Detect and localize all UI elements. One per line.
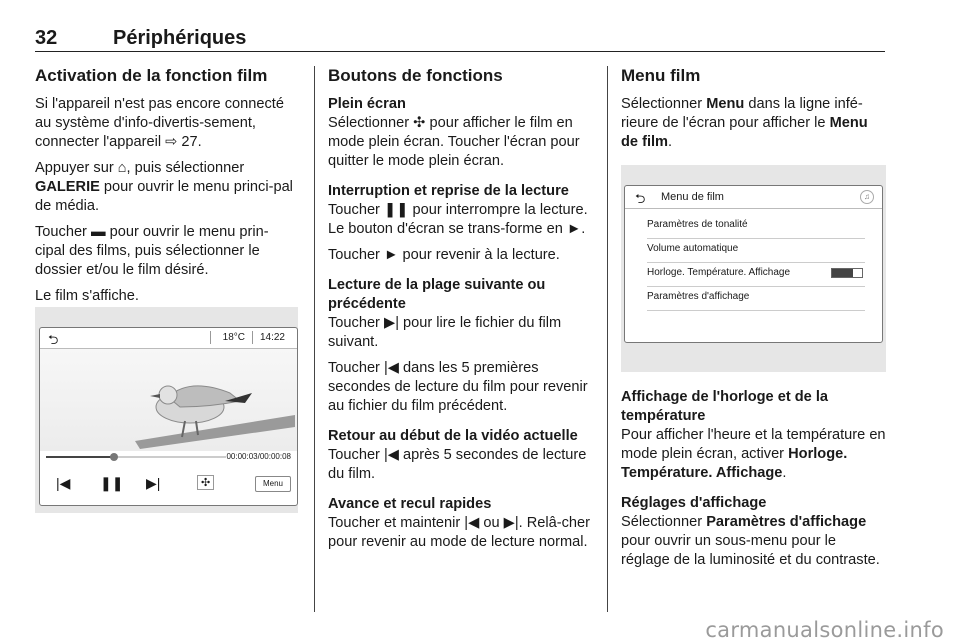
menu-item-clock-temperature[interactable]	[647, 262, 865, 287]
paragraph: Sélectionner Menu dans la ligne infé-rieure de l'écran pour afficher le Menu de film.	[621, 96, 868, 150]
menu-label: Menu	[706, 96, 745, 112]
chapter-title: Périphériques	[113, 27, 247, 49]
option-label: Horloge. Température. Affichage	[621, 446, 848, 481]
toggle-switch[interactable]	[831, 268, 863, 278]
subheading: Affichage de l'horloge et de la température	[621, 389, 829, 424]
section-restart	[328, 427, 592, 484]
column-movie-menu-lower	[621, 388, 887, 581]
music-note-icon: ♫	[860, 190, 874, 204]
divider	[210, 331, 211, 344]
section-next-previous	[328, 276, 592, 416]
column-movie-menu	[621, 66, 887, 159]
progress-knob[interactable]	[110, 453, 118, 461]
column-divider	[607, 66, 608, 612]
paragraph: Si l'appareil n'est pas encore connecté au système d'info-divertis-sement, connecter l'appareil ⇨ 27.	[35, 96, 284, 150]
option-label: Paramètres d'affichage	[706, 514, 867, 530]
divider	[252, 331, 253, 344]
paragraph: Toucher ▶| pour lire le fichier du film suivant.	[328, 315, 562, 350]
menu-frame	[624, 185, 883, 343]
menu-item-auto-volume[interactable]: Volume automatique	[647, 238, 865, 263]
section-heading: Boutons de fonctions	[328, 66, 503, 85]
column-function-buttons	[328, 66, 592, 563]
timecode: 00:00:03/00:00:08	[226, 452, 291, 461]
movie-player-screenshot	[35, 307, 298, 513]
section-heading: Activation de la fonction film	[35, 66, 268, 85]
subheading: Retour au début de la vidéo actuelle	[328, 428, 578, 444]
section-pause-resume	[328, 182, 592, 265]
paragraph: Toucher ❚❚ pour interrompre la lecture. Le bouton d'écran se trans-forme en ►.	[328, 202, 588, 237]
paragraph: Sélectionner ✣ pour afficher le film en mode plein écran. Toucher l'écran pour quitter le mode plein écran.	[328, 115, 580, 169]
progress-fill	[46, 456, 114, 458]
menu-title: Menu de film	[661, 191, 724, 203]
temperature: 18°C	[222, 332, 245, 343]
menu-top-bar	[625, 186, 882, 209]
player-top-bar	[40, 328, 297, 349]
section-clock-display	[621, 388, 887, 483]
next-icon[interactable]: ▶|	[146, 475, 161, 491]
section-heading: Menu film	[621, 66, 701, 85]
paragraph: Sélectionner Paramètres d'affichage pour ouvrir un sous-menu pour le réglage de la luminosité et du contraste.	[621, 514, 880, 568]
menu-item-label: Horloge. Température. Affichage	[647, 267, 791, 278]
movie-menu-label: Menu de film	[621, 115, 868, 150]
progress-track	[46, 456, 226, 458]
previous-icon[interactable]: |◀	[56, 475, 71, 491]
paragraph: Pour afficher l'heure et la température en mode plein écran, activer Horloge. Température. Affichage.	[621, 427, 886, 481]
subheading: Plein écran	[328, 96, 406, 112]
page-header	[35, 27, 885, 52]
column-divider	[314, 66, 315, 612]
paragraph: Le film s'affiche.	[35, 288, 139, 304]
column-activation	[35, 66, 297, 313]
watermark: carmanualsonline.info	[705, 618, 944, 642]
player-frame	[39, 327, 298, 506]
subheading: Réglages d'affichage	[621, 495, 767, 511]
back-arrow-icon[interactable]: ⮌	[635, 191, 646, 206]
movie-menu-screenshot	[621, 165, 886, 372]
section-fast-forward	[328, 495, 592, 552]
galerie-label: GALERIE	[35, 179, 100, 195]
subheading: Lecture de la plage suivante ou précédente	[328, 277, 546, 312]
player-controls	[40, 465, 297, 505]
menu-item-display-settings[interactable]: Paramètres d'affichage	[647, 286, 865, 311]
paragraph: Toucher et maintenir |◀ ou ▶|. Relâ-cher pour revenir au mode de lecture normal.	[328, 515, 591, 550]
paragraph: Toucher ► pour revenir à la lecture.	[328, 247, 560, 263]
pause-icon[interactable]: ❚❚	[100, 475, 124, 491]
back-arrow-icon[interactable]: ⮌	[48, 332, 59, 347]
page-number: 32	[35, 27, 58, 49]
paragraph: Toucher |◀ dans les 5 premières secondes de lecture du film pour revenir au fichier du film précédent.	[328, 360, 588, 414]
paragraph: Appuyer sur ⌂, puis sélectionner GALERIE pour ouvrir le menu princi-pal de média.	[35, 160, 293, 214]
video-frame	[40, 349, 297, 451]
menu-button[interactable]: Menu	[255, 476, 291, 492]
section-fullscreen	[328, 95, 592, 171]
seagull-image	[40, 349, 295, 451]
section-display-settings	[621, 494, 887, 570]
paragraph: Toucher ▬ pour ouvrir le menu prin-cipal des films, puis sélectionner le dossier et/ou le film désiré.	[35, 224, 269, 278]
fullscreen-icon[interactable]: ✣	[197, 475, 214, 490]
subheading: Avance et recul rapides	[328, 496, 492, 512]
subheading: Interruption et reprise de la lecture	[328, 183, 569, 199]
paragraph: Toucher |◀ après 5 secondes de lecture du film.	[328, 447, 587, 482]
clock: 14:22	[259, 332, 285, 343]
menu-item-tone-settings[interactable]: Paramètres de tonalité	[647, 214, 865, 239]
progress-bar[interactable]	[40, 451, 297, 463]
